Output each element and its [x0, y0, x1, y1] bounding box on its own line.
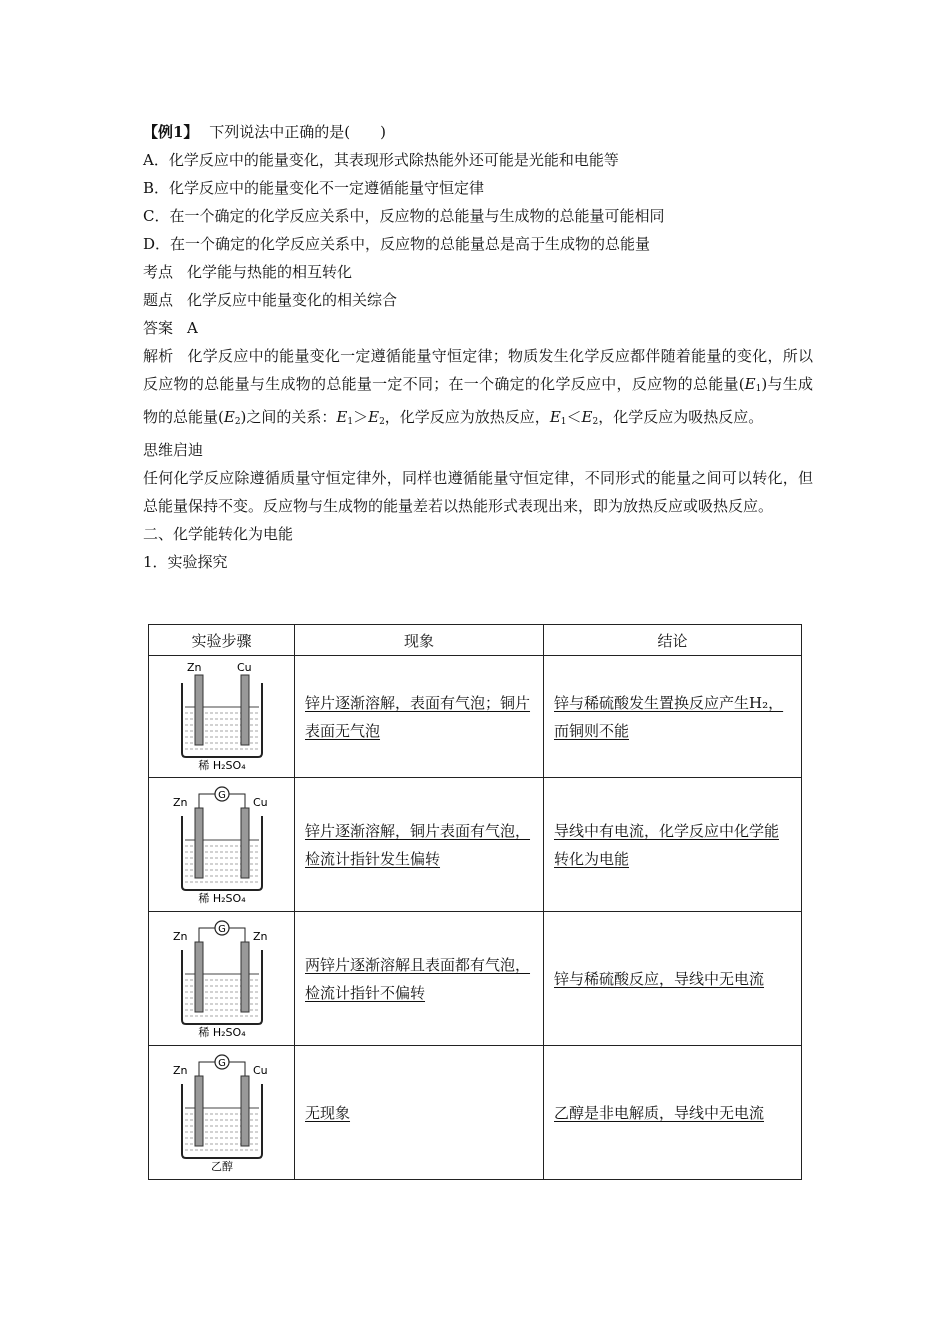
solution-label: 乙醇	[210, 1159, 233, 1173]
option-b: B．化学反应中的能量变化不一定遵循能量守恒定律	[143, 179, 485, 197]
left-electrode-label: Zn	[186, 660, 202, 674]
table-row	[149, 912, 802, 1046]
cmp1-b-sub: 2	[379, 417, 385, 427]
analysis-text-5: ，化学反应为吸热反应。	[598, 408, 764, 426]
analysis-text-2: )与生成物的总能量(	[143, 375, 813, 426]
right-electrode	[241, 1076, 249, 1146]
answer-label: 答案	[143, 319, 174, 337]
galvanometer-label: G	[217, 1057, 226, 1069]
apparatus-cell	[149, 912, 295, 1046]
table-row	[149, 778, 802, 912]
energy-e2: E	[223, 408, 235, 426]
left-electrode	[195, 808, 203, 878]
right-electrode-label: Cu	[252, 1063, 268, 1077]
tidian-line	[143, 286, 813, 314]
table-header-row	[149, 625, 802, 656]
beaker-diagram	[167, 784, 277, 906]
left-electrode-label: Zn	[172, 929, 188, 943]
galvanometer-label: G	[217, 923, 226, 935]
conclusion-text: 锌与稀硫酸发生置换反应产生H₂，而铜则不能	[554, 693, 784, 740]
left-electrode	[195, 675, 203, 745]
apparatus-cell	[149, 778, 295, 912]
right-electrode-label: Zn	[252, 929, 268, 943]
experiment-table	[148, 624, 802, 1180]
cmp1-a: E	[336, 408, 348, 426]
phenomenon-text: 锌片逐渐溶解，表面有气泡；铜片表面无气泡	[305, 693, 531, 740]
solution-label: 稀 H₂SO₄	[197, 1025, 246, 1039]
question-text: 下列说法中正确的是( )	[209, 123, 386, 141]
cmp2-a-sub: 1	[560, 417, 567, 427]
option-d: D．在一个确定的化学反应关系中，反应物的总能量总是高于生成物的总能量	[143, 235, 651, 253]
solution-label: 稀 H₂SO₄	[197, 758, 246, 772]
energy-e1-sub: 1	[755, 384, 762, 394]
left-electrode-label: Zn	[172, 795, 188, 809]
analysis-label: 解析	[143, 347, 174, 365]
answer-value: A	[187, 319, 198, 337]
solution-label: 稀 H₂SO₄	[197, 891, 246, 905]
apparatus-cell	[149, 656, 295, 778]
energy-e1: E	[744, 375, 756, 393]
header-conclusion: 结论	[544, 625, 802, 656]
document-body	[143, 118, 813, 576]
right-electrode	[241, 675, 249, 745]
beaker-diagram	[167, 1052, 277, 1174]
right-electrode-label: Cu	[236, 660, 252, 674]
thinking-text: 任何化学反应除遵循质量守恒定律外，同样也遵循能量守恒定律，不同形式的能量之间可以转化，但总能量保持不变。反应物与生成物的能量差若以热能形式表现出来，即为放热反应或吸热反应。	[143, 469, 813, 515]
option-c: C．在一个确定的化学反应关系中，反应物的总能量与生成物的总能量可能相同	[143, 207, 665, 225]
header-steps: 实验步骤	[149, 625, 295, 656]
answer-line	[143, 314, 813, 342]
kaodian-line	[143, 258, 813, 286]
analysis-text-3: )之间的关系：	[240, 408, 337, 426]
phenomenon-text: 两锌片逐渐溶解且表面都有气泡，检流计指针不偏转	[305, 955, 531, 1002]
cmp1-b: E	[368, 408, 380, 426]
phenomenon-text: 锌片逐渐溶解，铜片表面有气泡，检流计指针发生偏转	[305, 821, 531, 868]
energy-e2-sub: 2	[234, 417, 241, 427]
beaker	[182, 1084, 262, 1158]
kaodian-label: 考点	[143, 263, 174, 281]
cmp2-b: E	[581, 408, 593, 426]
example-tag: 【例1】	[143, 123, 199, 141]
conclusion-text: 锌与稀硫酸反应，导线中无电流	[554, 969, 765, 988]
table-row	[149, 656, 802, 778]
option-a: A．化学反应中的能量变化，其表现形式除热能外还可能是光能和电能等	[143, 151, 619, 169]
tidian-value: 化学反应中能量变化的相关综合	[187, 291, 398, 309]
conclusion-text: 乙醇是非电解质，导线中无电流	[554, 1103, 765, 1122]
cmp2-a: E	[549, 408, 561, 426]
header-phenomenon: 现象	[295, 625, 544, 656]
section-heading: 二、化学能转化为电能	[143, 525, 294, 543]
kaodian-value: 化学能与热能的相互转化	[187, 263, 353, 281]
tidian-label: 题点	[143, 291, 174, 309]
galvanometer-label: G	[217, 789, 226, 801]
analysis-paragraph	[143, 342, 813, 436]
analysis-text-1: 化学反应中的能量变化一定遵循能量守恒定律；物质发生化学反应都伴随着能量的变化，所以反应物的总能量与生成物的总能量一定不同；在一个确定的化学反应中，反应物的总能量(	[143, 347, 813, 393]
beaker-diagram	[167, 661, 277, 773]
example-question	[143, 118, 813, 146]
left-electrode-label: Zn	[172, 1063, 188, 1077]
cmp1-a-sub: 1	[347, 417, 354, 427]
conclusion-text: 导线中有电流，化学反应中化学能转化为电能	[554, 821, 780, 868]
thinking-title: 思维启迪	[143, 441, 204, 459]
left-electrode	[195, 1076, 203, 1146]
beaker-diagram	[167, 918, 277, 1040]
beaker	[182, 950, 262, 1024]
right-electrode	[241, 942, 249, 1012]
left-electrode	[195, 942, 203, 1012]
beaker	[182, 683, 262, 757]
right-electrode	[241, 808, 249, 878]
right-electrode-label: Cu	[252, 795, 268, 809]
apparatus-cell	[149, 1046, 295, 1180]
cmp2-b-sub: 2	[592, 417, 599, 427]
cmp2-op: ＜	[566, 408, 582, 426]
sub-heading: 1．实验探究	[143, 553, 228, 571]
table-row	[149, 1046, 802, 1180]
cmp1-op: ＞	[353, 408, 369, 426]
beaker	[182, 816, 262, 890]
phenomenon-text: 无现象	[305, 1103, 351, 1122]
analysis-text-4: ，化学反应为放热反应，	[384, 408, 550, 426]
